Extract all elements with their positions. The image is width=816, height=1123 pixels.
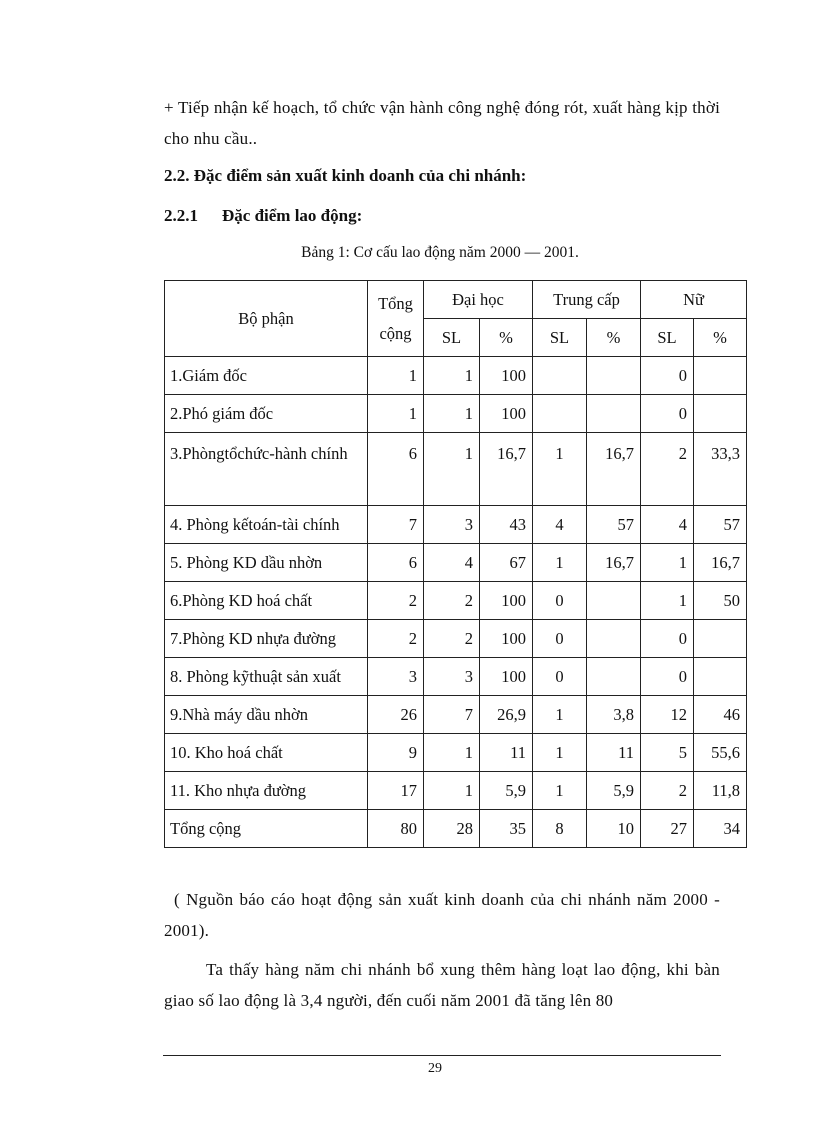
cell-dai-hoc-sl: 1 xyxy=(424,772,480,810)
cell-nu-pct: 16,7 xyxy=(694,544,747,582)
cell-tong-cong: 2 xyxy=(368,620,424,658)
cell-dai-hoc-pct: 67 xyxy=(480,544,533,582)
cell-trung-cap-sl: 1 xyxy=(533,772,587,810)
subheader-trung-cap-sl: SL xyxy=(533,319,587,357)
table-row xyxy=(165,582,747,620)
cell-dai-hoc-pct: 26,9 xyxy=(480,696,533,734)
section-heading-2-2: 2.2. Đặc điểm sản xuất kinh doanh của chi nhánh: xyxy=(164,166,527,185)
section-title: Đặc điểm lao động: xyxy=(222,206,363,225)
cell-trung-cap-sl: 1 xyxy=(533,433,587,506)
cell-dai-hoc-pct: 100 xyxy=(480,395,533,433)
cell-trung-cap-sl: 8 xyxy=(533,810,587,848)
header-dai-hoc: Đại học xyxy=(424,281,533,319)
cell-nu-sl: 5 xyxy=(641,734,694,772)
cell-bo-phan: 2.Phó giám đốc xyxy=(165,395,368,433)
cell-trung-cap-pct xyxy=(587,357,641,395)
table-caption: Bảng 1: Cơ cấu lao động năm 2000 — 2001. xyxy=(301,244,579,261)
header-tong-cong: Tổng cộng xyxy=(368,281,424,357)
table-row xyxy=(165,395,747,433)
cell-dai-hoc-sl: 1 xyxy=(424,734,480,772)
cell-trung-cap-pct: 16,7 xyxy=(587,544,641,582)
cell-bo-phan: Tổng cộng xyxy=(165,810,368,848)
cell-dai-hoc-pct: 35 xyxy=(480,810,533,848)
cell-dai-hoc-pct: 100 xyxy=(480,620,533,658)
cell-tong-cong: 3 xyxy=(368,658,424,696)
cell-dai-hoc-sl: 7 xyxy=(424,696,480,734)
cell-trung-cap-pct: 10 xyxy=(587,810,641,848)
footer-divider xyxy=(163,1055,721,1056)
cell-bo-phan: 8. Phòng kỹthuật sản xuất xyxy=(165,658,368,696)
cell-nu-pct: 33,3 xyxy=(694,433,747,506)
cell-trung-cap-sl xyxy=(533,395,587,433)
cell-nu-sl: 0 xyxy=(641,395,694,433)
cell-dai-hoc-pct: 5,9 xyxy=(480,772,533,810)
cell-bo-phan: 10. Kho hoá chất xyxy=(165,734,368,772)
subheader-nu-pct: % xyxy=(694,319,747,357)
section-heading-2-2-1 xyxy=(164,206,362,226)
cell-tong-cong: 1 xyxy=(368,357,424,395)
cell-trung-cap-pct: 57 xyxy=(587,506,641,544)
cell-nu-sl: 4 xyxy=(641,506,694,544)
cell-nu-sl: 0 xyxy=(641,357,694,395)
table-row xyxy=(165,357,747,395)
labor-structure-table xyxy=(164,280,747,848)
cell-trung-cap-sl: 1 xyxy=(533,734,587,772)
cell-nu-sl: 1 xyxy=(641,544,694,582)
cell-dai-hoc-sl: 3 xyxy=(424,506,480,544)
cell-tong-cong: 6 xyxy=(368,433,424,506)
cell-nu-pct xyxy=(694,620,747,658)
cell-bo-phan: 7.Phòng KD nhựa đường xyxy=(165,620,368,658)
cell-nu-sl: 1 xyxy=(641,582,694,620)
cell-dai-hoc-pct: 100 xyxy=(480,357,533,395)
table-row xyxy=(165,696,747,734)
cell-bo-phan: 3.Phòngtổchức-hành chính xyxy=(165,433,368,506)
cell-dai-hoc-sl: 1 xyxy=(424,357,480,395)
cell-bo-phan: 11. Kho nhựa đường xyxy=(165,772,368,810)
cell-nu-sl: 27 xyxy=(641,810,694,848)
table-row xyxy=(165,620,747,658)
source-note: ( Nguồn báo cáo hoạt động sản xuất kinh doanh của chi nhánh năm 2000 - 2001). xyxy=(164,890,720,940)
cell-dai-hoc-pct: 43 xyxy=(480,506,533,544)
subheader-nu-sl: SL xyxy=(641,319,694,357)
header-trung-cap: Trung cấp xyxy=(533,281,641,319)
cell-tong-cong: 17 xyxy=(368,772,424,810)
table-row xyxy=(165,772,747,810)
cell-tong-cong: 7 xyxy=(368,506,424,544)
cell-nu-sl: 2 xyxy=(641,433,694,506)
cell-trung-cap-sl: 0 xyxy=(533,658,587,696)
cell-tong-cong: 6 xyxy=(368,544,424,582)
cell-dai-hoc-sl: 1 xyxy=(424,395,480,433)
cell-nu-sl: 12 xyxy=(641,696,694,734)
intro-paragraph: + Tiếp nhận kế hoạch, tổ chức vận hành công nghệ đóng rót, xuất hàng kịp thời cho nhu cầu.. xyxy=(164,98,720,148)
cell-tong-cong: 2 xyxy=(368,582,424,620)
cell-bo-phan: 4. Phòng kếtoán-tài chính xyxy=(165,506,368,544)
cell-tong-cong: 26 xyxy=(368,696,424,734)
cell-trung-cap-sl: 0 xyxy=(533,620,587,658)
cell-nu-sl: 2 xyxy=(641,772,694,810)
cell-bo-phan: 1.Giám đốc xyxy=(165,357,368,395)
cell-dai-hoc-pct: 11 xyxy=(480,734,533,772)
subheader-trung-cap-pct: % xyxy=(587,319,641,357)
cell-nu-pct: 11,8 xyxy=(694,772,747,810)
cell-nu-sl: 0 xyxy=(641,620,694,658)
cell-nu-pct: 34 xyxy=(694,810,747,848)
table-row xyxy=(165,658,747,696)
cell-tong-cong: 1 xyxy=(368,395,424,433)
cell-nu-pct: 57 xyxy=(694,506,747,544)
cell-bo-phan: 9.Nhà máy dầu nhờn xyxy=(165,696,368,734)
header-bo-phan: Bộ phận xyxy=(165,281,368,357)
header-nu: Nữ xyxy=(641,281,747,319)
cell-nu-pct xyxy=(694,658,747,696)
page-number: 29 xyxy=(428,1061,442,1076)
table-row xyxy=(165,734,747,772)
cell-tong-cong: 80 xyxy=(368,810,424,848)
cell-trung-cap-sl: 1 xyxy=(533,696,587,734)
table-row xyxy=(165,544,747,582)
cell-trung-cap-sl xyxy=(533,357,587,395)
cell-dai-hoc-pct: 16,7 xyxy=(480,433,533,506)
cell-nu-sl: 0 xyxy=(641,658,694,696)
body-paragraph: Ta thấy hàng năm chi nhánh bổ xung thêm hàng loạt lao động, khi bàn giao số lao động là 3,4 người, đến cuối năm 2001 đã tăng lên 80 xyxy=(164,960,720,1010)
cell-dai-hoc-sl: 2 xyxy=(424,620,480,658)
cell-dai-hoc-sl: 28 xyxy=(424,810,480,848)
table-row xyxy=(165,506,747,544)
table-row xyxy=(165,433,747,506)
cell-dai-hoc-sl: 2 xyxy=(424,582,480,620)
subheader-dai-hoc-pct: % xyxy=(480,319,533,357)
cell-nu-pct xyxy=(694,357,747,395)
cell-nu-pct: 55,6 xyxy=(694,734,747,772)
cell-trung-cap-pct: 3,8 xyxy=(587,696,641,734)
cell-nu-pct: 46 xyxy=(694,696,747,734)
cell-nu-pct xyxy=(694,395,747,433)
cell-trung-cap-sl: 4 xyxy=(533,506,587,544)
cell-trung-cap-pct: 11 xyxy=(587,734,641,772)
cell-trung-cap-pct xyxy=(587,658,641,696)
cell-trung-cap-pct: 5,9 xyxy=(587,772,641,810)
cell-trung-cap-sl: 0 xyxy=(533,582,587,620)
cell-trung-cap-pct: 16,7 xyxy=(587,433,641,506)
cell-dai-hoc-sl: 3 xyxy=(424,658,480,696)
table-header-row xyxy=(165,281,747,319)
cell-dai-hoc-pct: 100 xyxy=(480,658,533,696)
cell-dai-hoc-sl: 1 xyxy=(424,433,480,506)
cell-trung-cap-pct xyxy=(587,620,641,658)
section-number: 2.2.1 xyxy=(164,206,198,225)
cell-trung-cap-sl: 1 xyxy=(533,544,587,582)
table-row xyxy=(165,810,747,848)
cell-bo-phan: 5. Phòng KD dầu nhờn xyxy=(165,544,368,582)
subheader-dai-hoc-sl: SL xyxy=(424,319,480,357)
cell-trung-cap-pct xyxy=(587,582,641,620)
cell-tong-cong: 9 xyxy=(368,734,424,772)
cell-nu-pct: 50 xyxy=(694,582,747,620)
cell-dai-hoc-pct: 100 xyxy=(480,582,533,620)
cell-trung-cap-pct xyxy=(587,395,641,433)
cell-dai-hoc-sl: 4 xyxy=(424,544,480,582)
cell-bo-phan: 6.Phòng KD hoá chất xyxy=(165,582,368,620)
